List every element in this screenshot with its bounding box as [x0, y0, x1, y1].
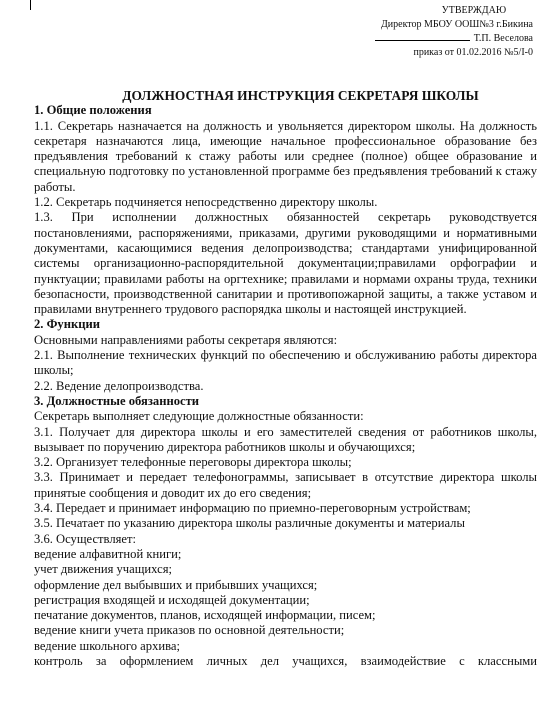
list-item: ведение алфавитной книги; [34, 546, 182, 561]
list-item: ведение книги учета приказов по основной деятельности; [34, 623, 345, 638]
list-item: печатание документов, планов, исходящей информации, писем; [34, 608, 376, 623]
paragraph-1-3: 1.3. При исполнении должностных обязанностей секретарь руководствуется постановлениями, распоряжениями, приказами, другими руководящими и нормативными документами, касающимися ведения делопроизводства; стандартами унифицированной системы организационно-распорядительной документации;правилами орфографии и пунктуации; правилами работы на оргтехнике; правилами и нормами охраны труда, техники безопасности, производственной санитарии и противопожарной защиты, а также уставом и правилами внутреннего трудового распорядка школы и настоящей инструкцией. [34, 210, 537, 317]
paragraph-1-1: 1.1. Секретарь назначается на должность и увольняется директором школы. На должность секретаря назначаются лица, имеющие начальное профессиональное образование без предъявления требований к стажу работы или среднее (полное) общее образование и специальную подготовку по установленной программе без предъявления требований к стажу работы. [34, 118, 537, 194]
approval-order: приказ от 01.02.2016 №5/I-0 [413, 47, 533, 58]
list-item: регистрация входящей и исходящей документации; [34, 592, 310, 607]
signature-line [375, 32, 470, 41]
document-body [34, 88, 537, 669]
paragraph-1-2: 1.2. Секретарь подчиняется непосредственно директору школы. [34, 195, 378, 210]
approval-signature-row [375, 32, 533, 46]
paragraph-2-1: 2.1. Выполнение технических функций по обеспечению и обслуживанию работы директора школы; [34, 348, 537, 378]
list-item: контроль за оформлением личных дел учащихся, взаимодействие с классными [34, 653, 537, 668]
paragraph-2-2: 2.2. Ведение делопроизводства. [34, 378, 204, 393]
paragraph-3-5: 3.5. Печатает по указанию директора школы различные документы и материалы [34, 516, 465, 531]
document-title: ДОЛЖНОСТНАЯ ИНСТРУКЦИЯ СЕКРЕТАРЯ ШКОЛЫ [122, 88, 479, 103]
approval-position: Директор МБОУ ООШ№3 г.Бикина [380, 19, 533, 30]
paragraph-3-3: 3.3. Принимает и передает телефонограммы, записывает в отсутствие директора школы принятые сообщения и доводит их до его сведения; [34, 470, 537, 500]
paragraph-3-1: 3.1. Получает для директора школы и его заместителей сведения от работников школы, вызывает по поручению директора работников школы и обучающихся; [34, 424, 537, 454]
paragraph-2-intro: Основными направлениями работы секретаря являются: [34, 332, 338, 347]
list-item: оформление дел выбывших и прибывших учащихся; [34, 577, 318, 592]
paragraph-3-2: 3.2. Организует телефонные переговоры директора школы; [34, 455, 352, 470]
margin-mark [30, 0, 31, 10]
paragraph-3-6: 3.6. Осуществляет: [34, 531, 136, 546]
list-item: ведение школьного архива; [34, 638, 180, 653]
paragraph-3-4: 3.4. Передает и принимает информацию по приемно-переговорным устройствам; [34, 501, 471, 516]
section-heading-functions: 2. Функции [34, 317, 100, 332]
approval-signer: Т.П. Веселова [473, 33, 533, 44]
approval-block [375, 4, 533, 60]
approval-title: УТВЕРЖДАЮ [441, 5, 507, 16]
section-heading-general: 1. Общие положения [34, 103, 152, 118]
section-heading-duties: 3. Должностные обязанности [34, 393, 200, 408]
paragraph-3-intro: Секретарь выполняет следующие должностные обязанности: [34, 409, 364, 424]
list-item: учет движения учащихся; [34, 562, 172, 577]
